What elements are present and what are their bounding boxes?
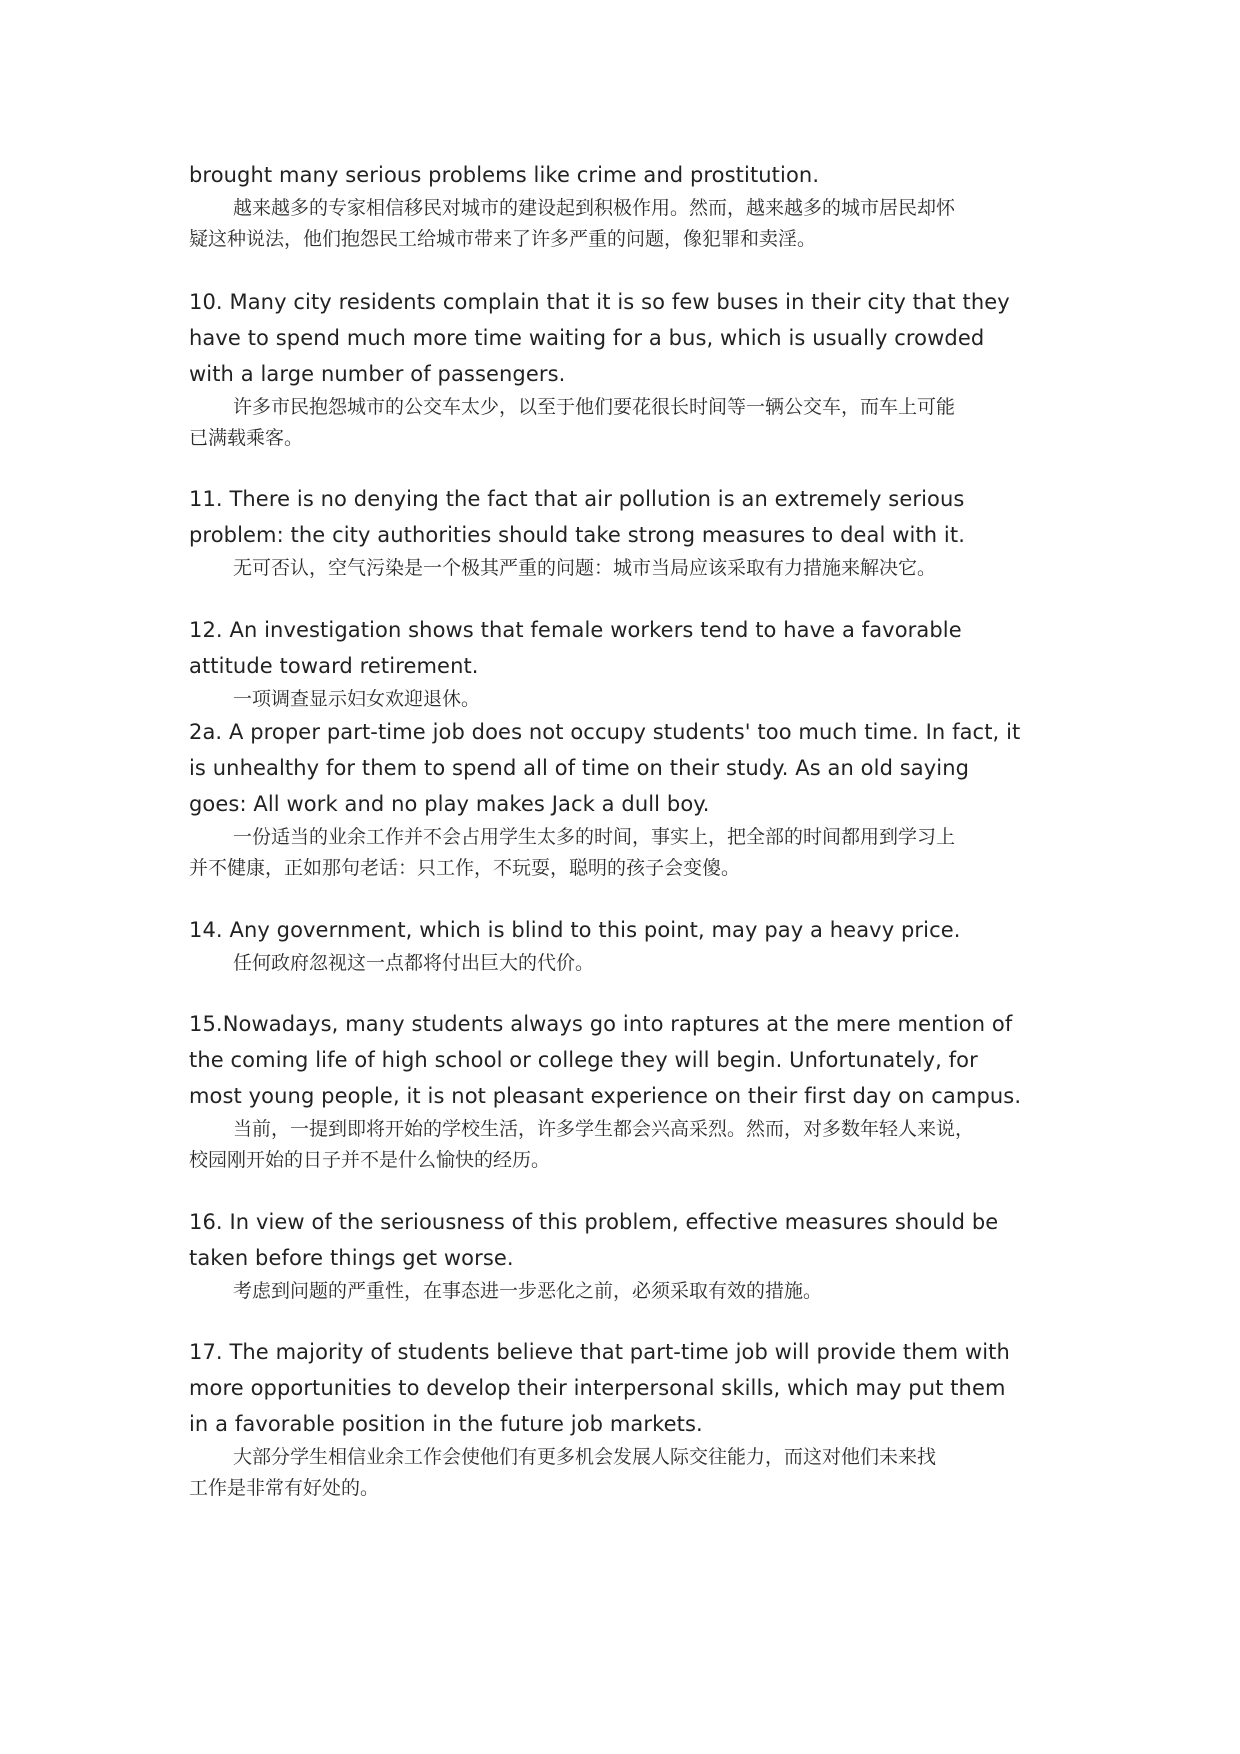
english-line: 12. An investigation shows that female workers tend to have a favorable <box>189 618 962 642</box>
chinese-line: 考虑到问题的严重性，在事态进一步恶化之前，必须采取有效的措施。 <box>233 1280 823 1302</box>
english-line: have to spend much more time waiting for a bus, which is usually crowded <box>189 326 985 350</box>
chinese-line: 一份适当的业余工作并不会占用学生太多的时间，事实上，把全部的时间都用到学习上 <box>233 826 956 848</box>
chinese-line: 越来越多的专家相信移民对城市的建设起到积极作用。然而，越来越多的城市居民却怀 <box>233 197 956 219</box>
chinese-line: 一项调查显示妇女欢迎退休。 <box>233 688 481 710</box>
english-line: 14. Any government, which is blind to this point, may pay a heavy price. <box>189 918 961 942</box>
item-16 <box>189 1204 1069 1307</box>
english-line: with a large number of passengers. <box>189 362 566 386</box>
item-10 <box>189 284 1069 454</box>
chinese-line: 大部分学生相信业余工作会使他们有更多机会发展人际交往能力，而这对他们未来找 <box>233 1446 937 1468</box>
english-line: in a favorable position in the future job markets. <box>189 1412 703 1436</box>
english-line: problem: the city authorities should take strong measures to deal with it. <box>189 523 965 547</box>
item-14 <box>189 912 1069 979</box>
english-line: most young people, it is not pleasant experience on their first day on campus. <box>189 1084 1022 1108</box>
chinese-line: 任何政府忽视这一点都将付出巨大的代价。 <box>233 952 595 974</box>
chinese-line: 无可否认，空气污染是一个极其严重的问题：城市当局应该采取有力措施来解决它。 <box>233 557 937 579</box>
english-line: more opportunities to develop their interpersonal skills, which may put them <box>189 1376 1006 1400</box>
english-line: attitude toward retirement. <box>189 654 479 678</box>
english-line: the coming life of high school or college they will begin. Unfortunately, for <box>189 1048 978 1072</box>
english-line: 10. Many city residents complain that it is so few buses in their city that they <box>189 290 1010 314</box>
english-line: taken before things get worse. <box>189 1246 514 1270</box>
item-2a <box>189 714 1069 884</box>
chinese-line: 工作是非常有好处的。 <box>189 1477 380 1499</box>
item-12 <box>189 612 1069 715</box>
chinese-line: 当前，一提到即将开始的学校生活，许多学生都会兴高采烈。然而，对多数年轻人来说， <box>233 1118 975 1140</box>
item-15 <box>189 1006 1069 1176</box>
item-11 <box>189 481 1069 584</box>
english-line: 16. In view of the seriousness of this problem, effective measures should be <box>189 1210 999 1234</box>
chinese-line: 校园刚开始的日子并不是什么愉快的经历。 <box>189 1149 551 1171</box>
item-17 <box>189 1334 1069 1504</box>
english-line: goes: All work and no play makes Jack a dull boy. <box>189 792 710 816</box>
english-line: 11. There is no denying the fact that air pollution is an extremely serious <box>189 487 965 511</box>
item-9-continuation <box>189 157 1069 255</box>
chinese-line: 许多市民抱怨城市的公交车太少，以至于他们要花很长时间等一辆公交车，而车上可能 <box>233 396 956 418</box>
english-line: is unhealthy for them to spend all of time on their study. As an old saying <box>189 756 970 780</box>
english-line: brought many serious problems like crime and prostitution. <box>189 163 820 187</box>
english-line: 17. The majority of students believe that part-time job will provide them with <box>189 1340 1010 1364</box>
chinese-line: 疑这种说法，他们抱怨民工给城市带来了许多严重的问题，像犯罪和卖淫。 <box>189 228 817 250</box>
english-line: 15.Nowadays, many students always go into raptures at the mere mention of <box>189 1012 1013 1036</box>
english-line: 2a. A proper part-time job does not occupy students' too much time. In fact, it <box>189 720 1021 744</box>
chinese-line: 并不健康，正如那句老话：只工作，不玩耍，聪明的孩子会变傻。 <box>189 857 741 879</box>
chinese-line: 已满载乘客。 <box>189 427 304 449</box>
